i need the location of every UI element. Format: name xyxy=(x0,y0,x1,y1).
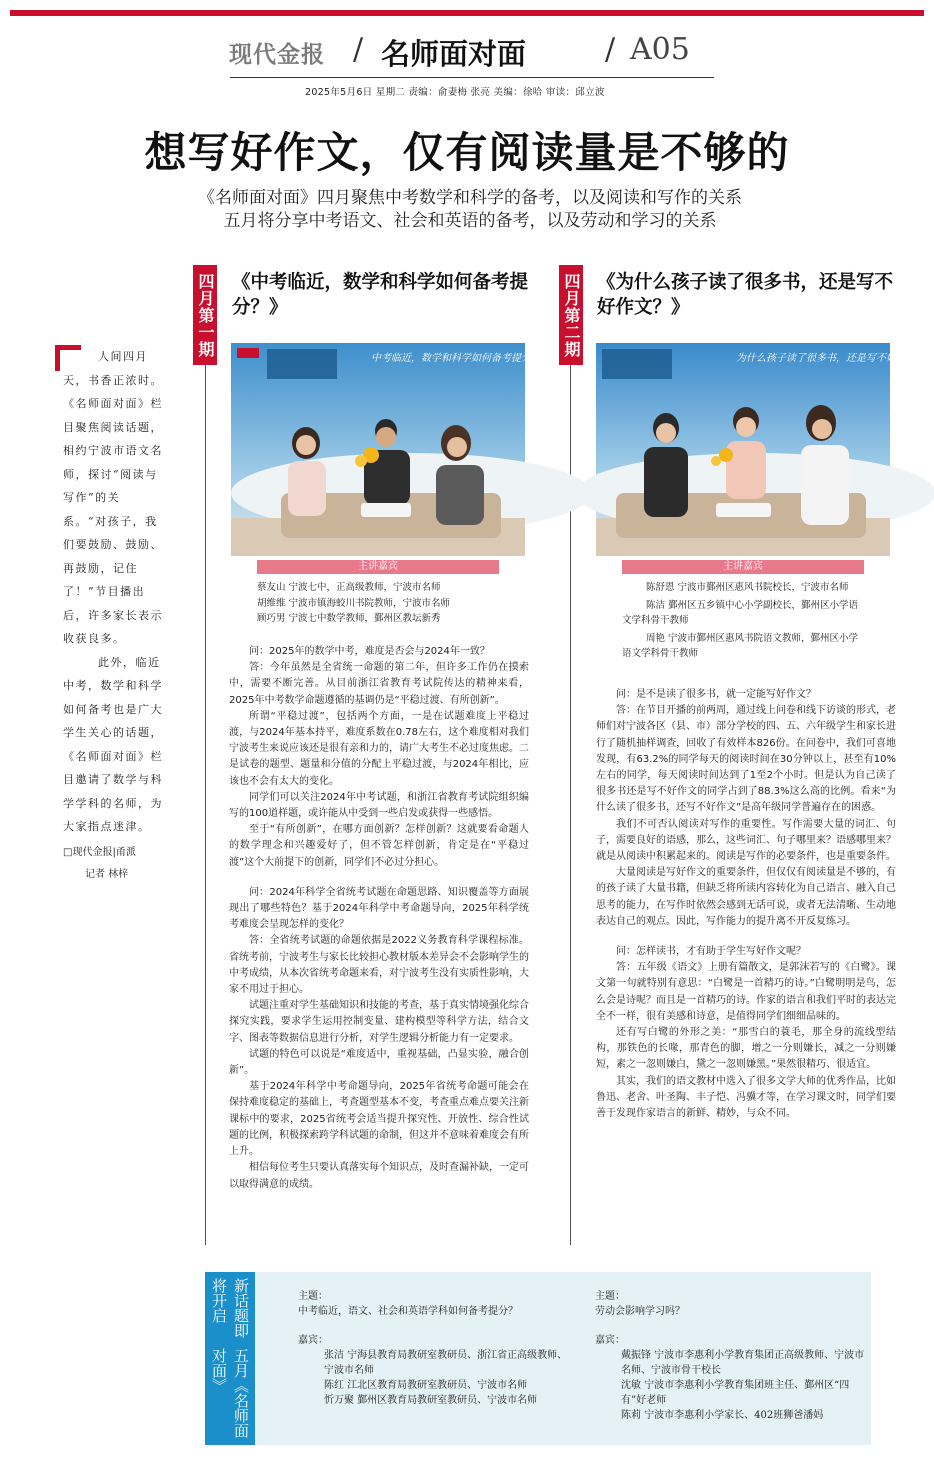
answer-paragraph: 大量阅读是写好作文的重要条件，但仅仅有阅读量是不够的，有的孩子读了大量书籍，但缺乏将所读内容转化为自己语言、融入自己思考的能力，在写作时依然会感到无话可说，或者无法清晰、生动地表达自己的观点。因此，写作能力的提升离不开反复练习。 xyxy=(596,867,896,927)
headline: 想写好作文，仅有阅读量是不够的 xyxy=(144,128,790,177)
upcoming-tag-line: 新话题即将开启 xyxy=(210,1278,250,1338)
topic-title: 劳动会影响学习吗？ xyxy=(595,1306,685,1317)
guests-label: 嘉宾： xyxy=(595,1335,625,1346)
answer-paragraph: 我们不可否认阅读对写作的重要性。写作需要大量的词汇、句子，需要良好的语感，那么，这些词汇、句子哪里来？语感哪里来？就是从阅读中积累起来的。阅读是写作的必要条件，也是重要条件。 xyxy=(596,818,896,863)
question-paragraph: 问：2025年的数学中考，难度是否会与2024年一致？ xyxy=(249,646,490,657)
answer-paragraph: 答：全省统考试题的命题依据是2022义务教育科学课程标准。省统考前，宁波考生与家长比较担心教材版本差异会不会影响学生的中考成绩，从本次省统考命题来看，对宁波考生没有实质性影响，大家不用过于担心。 xyxy=(229,935,529,996)
photo-banner: 中考临近，数学和科学如何备考提分？ xyxy=(371,353,541,364)
guest-label-bar: 主讲嘉宾 xyxy=(622,560,864,574)
upcoming-tag xyxy=(205,1272,255,1445)
guest-entry: 蔡友山 宁波七中，正高级教师，宁波市名师 xyxy=(257,582,441,593)
newspaper-brand: 现代金报 xyxy=(229,41,325,68)
studio-photo-art xyxy=(231,343,541,556)
issue-tag: 四月第二期 xyxy=(559,265,583,365)
byline-reporter: 记者 林梓 xyxy=(85,868,129,880)
topic-guest: 沈敏 宁波市李惠利小学教育集团班主任、鄞州区“四有”好老师 xyxy=(621,1380,850,1406)
studio-photo-art xyxy=(596,343,926,556)
topic-guest: 陈莉 宁波市李惠利小学家长、402班狮爸潘妈 xyxy=(621,1410,824,1421)
studio-photo xyxy=(596,343,926,556)
question-paragraph: 问：2024年科学全省统考试题在命题思路、知识覆盖等方面展现出了哪些特色？基于2024年科学中考命题导向，2025年科学统考难度会呈现怎样的变化？ xyxy=(229,886,529,931)
topic-title: 中考临近，语文、社会和英语学科如何备考提分？ xyxy=(298,1306,518,1317)
guest-entry: 顾巧男 宁波七中数学教师，鄞州区教坛新秀 xyxy=(257,613,441,624)
upcoming-topic xyxy=(595,1289,870,1423)
intro-column xyxy=(55,345,163,883)
page-number: A05 xyxy=(630,32,690,67)
topic-label: 主题： xyxy=(595,1291,625,1302)
intro-paragraph: 人间四月天，书香正浓时。《名师面对面》栏目聚焦阅读话题，相约宁波市语文名师，探讨“阅读与写作”的关系。“对孩子，我们要鼓励、鼓励、再鼓励，记住了！”节目播出后，许多家长表示收获良多。 xyxy=(63,350,163,645)
photo-banner: 为什么孩子读了很多书，还是写不好作文？ xyxy=(736,353,926,364)
masthead-slash: / xyxy=(605,32,616,67)
answer-paragraph: 同学们可以关注2024年中考试题，和浙江省教育考试院组织编写的100道样题，或许能从中受到一些启发或获得一些感悟。 xyxy=(229,791,529,820)
answer-paragraph: 试题注重对学生基础知识和技能的考查，基于真实情境强化综合探究实践，要求学生运用控制变量、建构模型等科学方法，结合文字、图表等数据信息进行分析，对学生逻辑分析能力有一定要求。 xyxy=(229,1000,529,1044)
answer-paragraph: 相信每位考生只要认真落实每个知识点，及时查漏补缺，一定可以取得满意的成绩。 xyxy=(229,1162,529,1190)
dateline: 2025年5月6日 星期二 责编：俞妻梅 张亮 美编：徐哈 审读：邱立波 xyxy=(305,87,605,98)
answer-paragraph: 答：五年级《语文》上册有篇散文，是郭沫若写的《白鹭》。课文第一句就特别有意思：“白鹭是一首精巧的诗。”白鹭明明是鸟，怎么会是诗呢？而且是一首精巧的诗。作家的语言和我们平时的表达完全不一样，很有美感和诗意，是值得同学们细细品味的。 xyxy=(596,962,896,1022)
masthead xyxy=(225,30,715,80)
question-paragraph: 问：是不是读了很多书，就一定能写好作文？ xyxy=(616,689,816,700)
column-rule xyxy=(205,270,206,1245)
subhead-line-1: 《名师面对面》四月聚焦中考数学和科学的备考，以及阅读和写作的关系 xyxy=(198,188,742,208)
topic-guest: 忻万聚 鄞州区教育局教研室教研员、宁波市名师 xyxy=(324,1395,538,1406)
article-body xyxy=(596,687,896,1122)
answer-paragraph: 试题的特色可以说是“难度适中，重视基础，凸显实验，融合创新”。 xyxy=(229,1048,529,1077)
guest-list xyxy=(622,580,867,664)
masthead-rule xyxy=(230,77,714,78)
topic-guest: 戴振锋 宁波市李惠利小学教育集团正高级教师、宁波市名师、宁波市骨干校长 xyxy=(621,1350,865,1376)
answer-paragraph: 基于2024年科学中考命题导向，2025年省统考命题可能会在保持难度稳定的基础上，考查题型基本不变，考查重点难点要关注新课标中的要求，2025省统考会适当提升探究性、开放性、综合性试题的比例，积极探索跨学科试题的命制，但这并不意味着难度会有所上升。 xyxy=(229,1081,529,1158)
upcoming-topics-box xyxy=(205,1272,871,1445)
issue-tag: 四月第一期 xyxy=(193,265,217,365)
subhead-line-2: 五月将分享中考语文、社会和英语的备考，以及劳动和学习的关系 xyxy=(223,211,717,231)
topic-guest: 张洁 宁海县教育局教研室教研员、浙江省正高级教师、宁波市名师 xyxy=(324,1350,568,1376)
guests-label: 嘉宾： xyxy=(298,1335,328,1346)
byline-source: □现代金报|甬派 xyxy=(63,846,136,858)
article-title: 《为什么孩子读了很多书，还是写不好作文？》 xyxy=(597,272,894,318)
guest-entry: 陈舒恩 宁波市鄞州区惠风书院校长，宁波市名师 xyxy=(646,582,849,593)
answer-paragraph: 所谓“平稳过渡”，包括两个方面，一是在试题难度上平稳过渡，与2024年基本持平，难度系数在0.78左右，这个难度相对我们宁波考生来说应该还是很有亲和力的，请广大考生不必过度焦虑。二是试卷的题型、题量和分值的分配上平稳过渡，与2024年相比，应该也不会有太大的变化。 xyxy=(229,710,529,787)
question-paragraph: 问：怎样读书，才有助于学生写好作文呢？ xyxy=(616,946,806,958)
upcoming-topic xyxy=(298,1289,568,1408)
answer-paragraph: 答：在节目开播的前两周，通过线上问卷和线下访谈的形式，老师们对宁波各区（县、市）部分学校的四、五、六年级学生和家长进行了随机抽样调查，回收了有效样本826份。在问卷中，我们可喜地发现，有63.2%的同学每天的阅读时间在30分钟以上，甚至有10%左右的同学，每天阅读时间达到了1至2个小时。但是认为自己读了很多书还是写不好作文的同学占到了88.3%这么高的比例。看来“为什么读了很多书，还写不好作文”是高年级同学普遍存在的困惑。 xyxy=(596,705,896,814)
intro-paragraph: 此外，临近中考，数学和科学如何备考也是广大学生关心的话题，《名师面对面》栏目邀请了数学与科学学科的名师，为大家指点迷津。 xyxy=(63,655,163,833)
answer-paragraph: 其实，我们的语文教材中选入了很多文学大师的优秀作品，比如鲁迅、老舍、叶圣陶、丰子恺、冯骥才等，在学习课文时，同学们要善于发现作家语言的新鲜、精妙，与众不同。 xyxy=(596,1075,896,1120)
article-title: 《中考临近，数学和科学如何备考提分？》 xyxy=(232,272,529,318)
topic-guest: 陈红 江北区教育局教研室教研员、宁波市名师 xyxy=(324,1380,528,1391)
guest-label-bar: 主讲嘉宾 xyxy=(257,560,499,574)
masthead-slash: / xyxy=(353,32,364,67)
studio-photo xyxy=(231,343,541,556)
guest-list xyxy=(257,580,502,627)
guest-entry: 周艳 宁波市鄞州区惠风书院语文教师，鄞州区小学语文学科骨干教师 xyxy=(622,632,859,659)
answer-paragraph: 还有写白鹭的外形之美：“那雪白的蓑毛，那全身的流线型结构，那铁色的长喙，那青色的脚，增之一分则嫌长，减之一分则嫌短，素之一忽则嫌白，黛之一忽则嫌黑。”果然很精巧、很适宜。 xyxy=(596,1027,896,1071)
upcoming-tag-line: 五月《名师面对面》 xyxy=(210,1348,250,1439)
guest-entry: 陈洁 鄞州区五乡镇中心小学副校长，鄞州区小学语文学科骨干教师 xyxy=(622,599,859,626)
topic-label: 主题： xyxy=(298,1291,328,1302)
answer-paragraph: 至于“有所创新”，在哪方面创新？怎样创新？这就要看命题人的数学理念和兴趣爱好了，但不管怎样创新，肯定是在“平稳过渡”这个大前提下的创新，同学们不必过分担心。 xyxy=(229,824,529,868)
column-rule xyxy=(570,270,571,1245)
top-red-rule xyxy=(10,10,924,16)
article-body xyxy=(229,644,529,1193)
section-name: 名师面对面 xyxy=(381,37,527,71)
answer-paragraph: 答：今年虽然是全省统一命题的第二年，但许多工作仍在摸索中，需要不断完善。从目前浙江省教育考试院传达的精神来看，2025年中考数学命题遵循的基调仍是“平稳过渡、有所创新”。 xyxy=(229,662,529,706)
guest-entry: 胡维维 宁波市镇海蛟川书院教师，宁波市名师 xyxy=(257,597,451,609)
